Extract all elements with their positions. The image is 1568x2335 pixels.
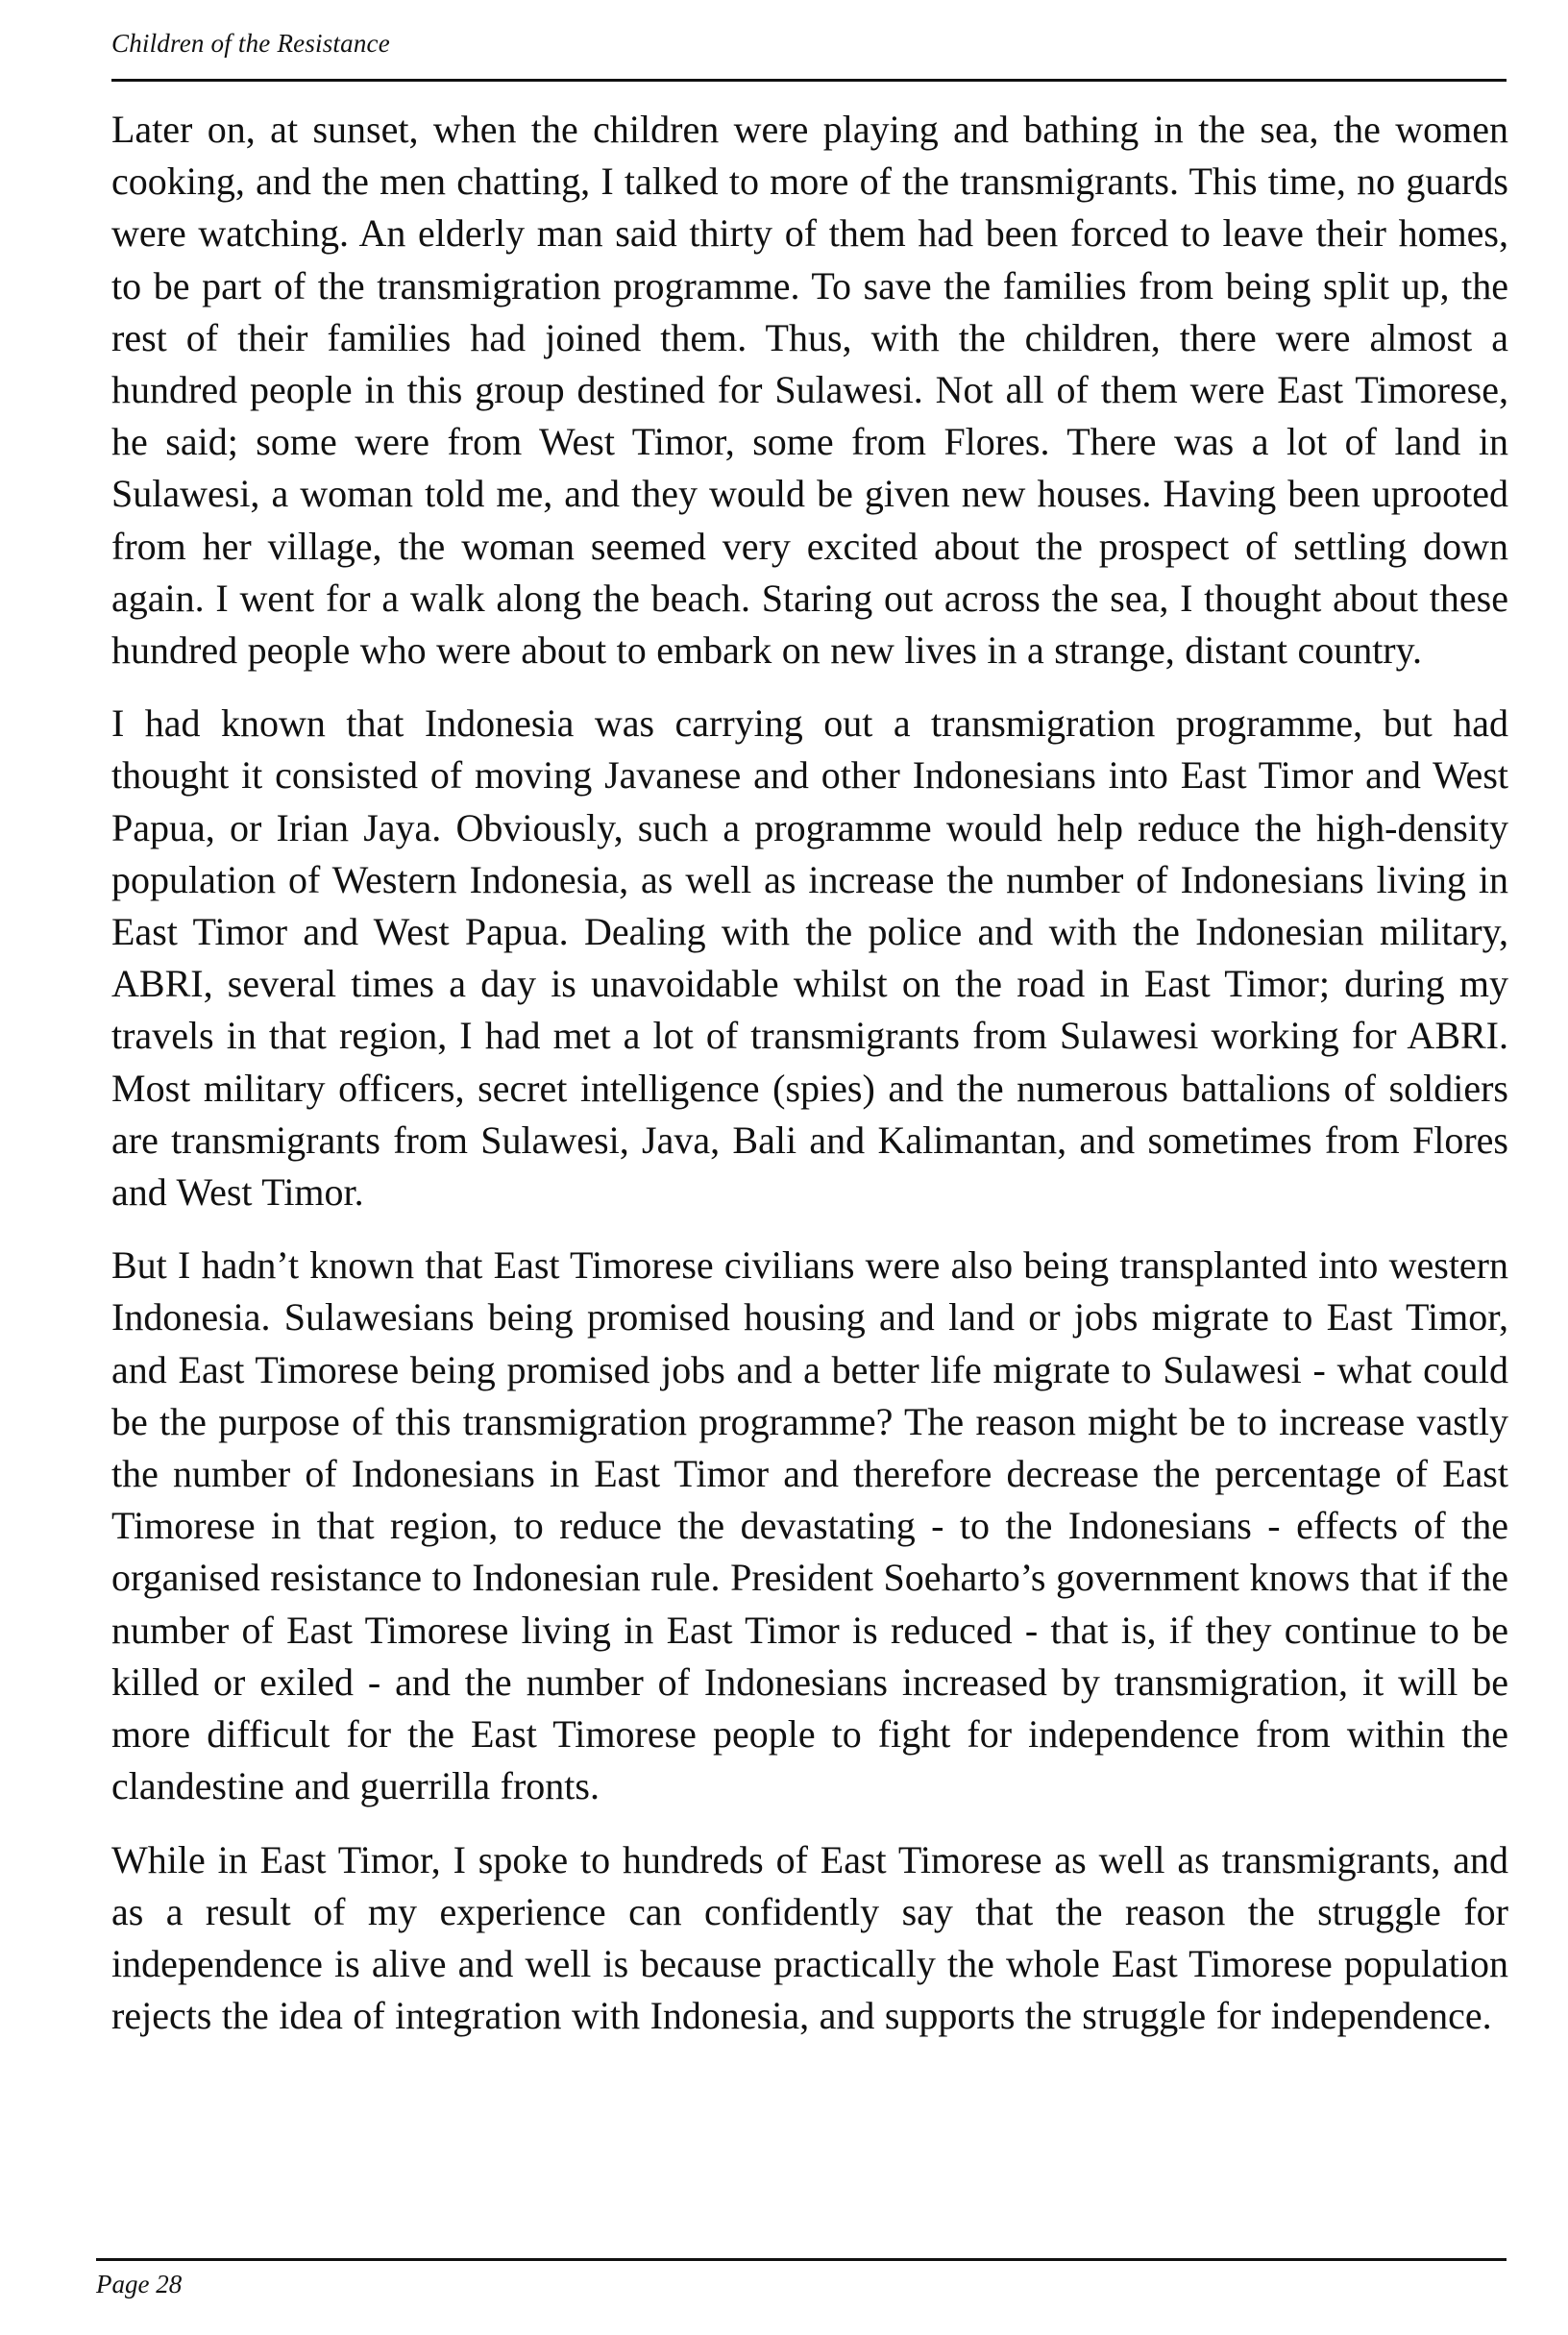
paragraph-1: Later on, at sunset, when the children were playing and bathing in the sea, the women cooking, and the men chatting, I talked to more of the transmigrants. This time, no guards were watching. An elderly man said thirty of them had been forced to leave their homes, to be part of the transmigration programme. To save the families from being split up, the rest of their families had joined them. Thus, with the children, there were almost a hundred people in this group destined for Sulawesi. Not all of them were East Timorese, he said; some were from West Timor, some from Flores. There was a lot of land in Sulawesi, a woman told me, and they would be given new houses. Having been uprooted from her village, the woman seemed very excited about the prospect of settling down again. I went for a walk along the beach. Staring out across the sea, I thought about these hundred people who were about to embark on new lives in a strange, distant country.	[111, 108, 1508, 673]
paragraph-2: I had known that Indonesia was carrying out a transmigration programme, but had thought it consisted of moving Javanese and other Indonesians into East Timor and West Papua, or Irian Jaya. Obviously, such a programme would help reduce the high-density population of Western Indonesia, as well as increase the number of Indonesians living in East Timor and West Papua. Dealing with the police and with the Indonesian military, ABRI, several times a day is unavoidable whilst on the road in East Timor; during my travels in that region, I had met a lot of transmigrants from Sulawesi working for ABRI. Most military officers, secret intelligence (spies) and the numerous battalions of soldiers are transmigrants from Sulawesi, Java, Bali and Kalimantan, and sometimes from Flores and West Timor.	[111, 701, 1508, 1215]
page-number: Page 28	[96, 2270, 183, 2298]
footer-rule	[96, 2258, 1507, 2261]
running-header: Children of the Resistance	[111, 29, 390, 58]
paragraph-4: While in East Timor, I spoke to hundreds of East Timorese as well as transmigrants, and as a result of my experience can confidently say that the reason the struggle for independence is alive and well is because practically the whole East Timorese population rejects the idea of integration with Indonesia, and supports the struggle for independence.	[111, 1837, 1508, 2038]
header-rule	[111, 79, 1507, 82]
body-text	[111, 104, 1508, 2063]
paragraph-3: But I hadn’t known that East Timorese civilians were also being transplanted into western Indonesia. Sulawesians being promised housing and land or jobs migrate to East Timor, and East Timorese being promised jobs and a better life migrate to Sulawesi - what could be the purpose of this transmigration programme? The reason might be to increase vastly the number of Indonesians in East Timor and therefore decrease the percentage of East Timorese in that region, to reduce the devastating - to the Indonesians - effects of the organised resistance to Indonesian rule. President Soeharto’s government knows that if the number of East Timorese living in East Timor is reduced - that is, if they continue to be killed or exiled - and the number of Indonesians increased by transmigration, it will be more difficult for the East Timorese people to fight for independence from within the clandestine and guerrilla fronts.	[111, 1243, 1508, 1808]
